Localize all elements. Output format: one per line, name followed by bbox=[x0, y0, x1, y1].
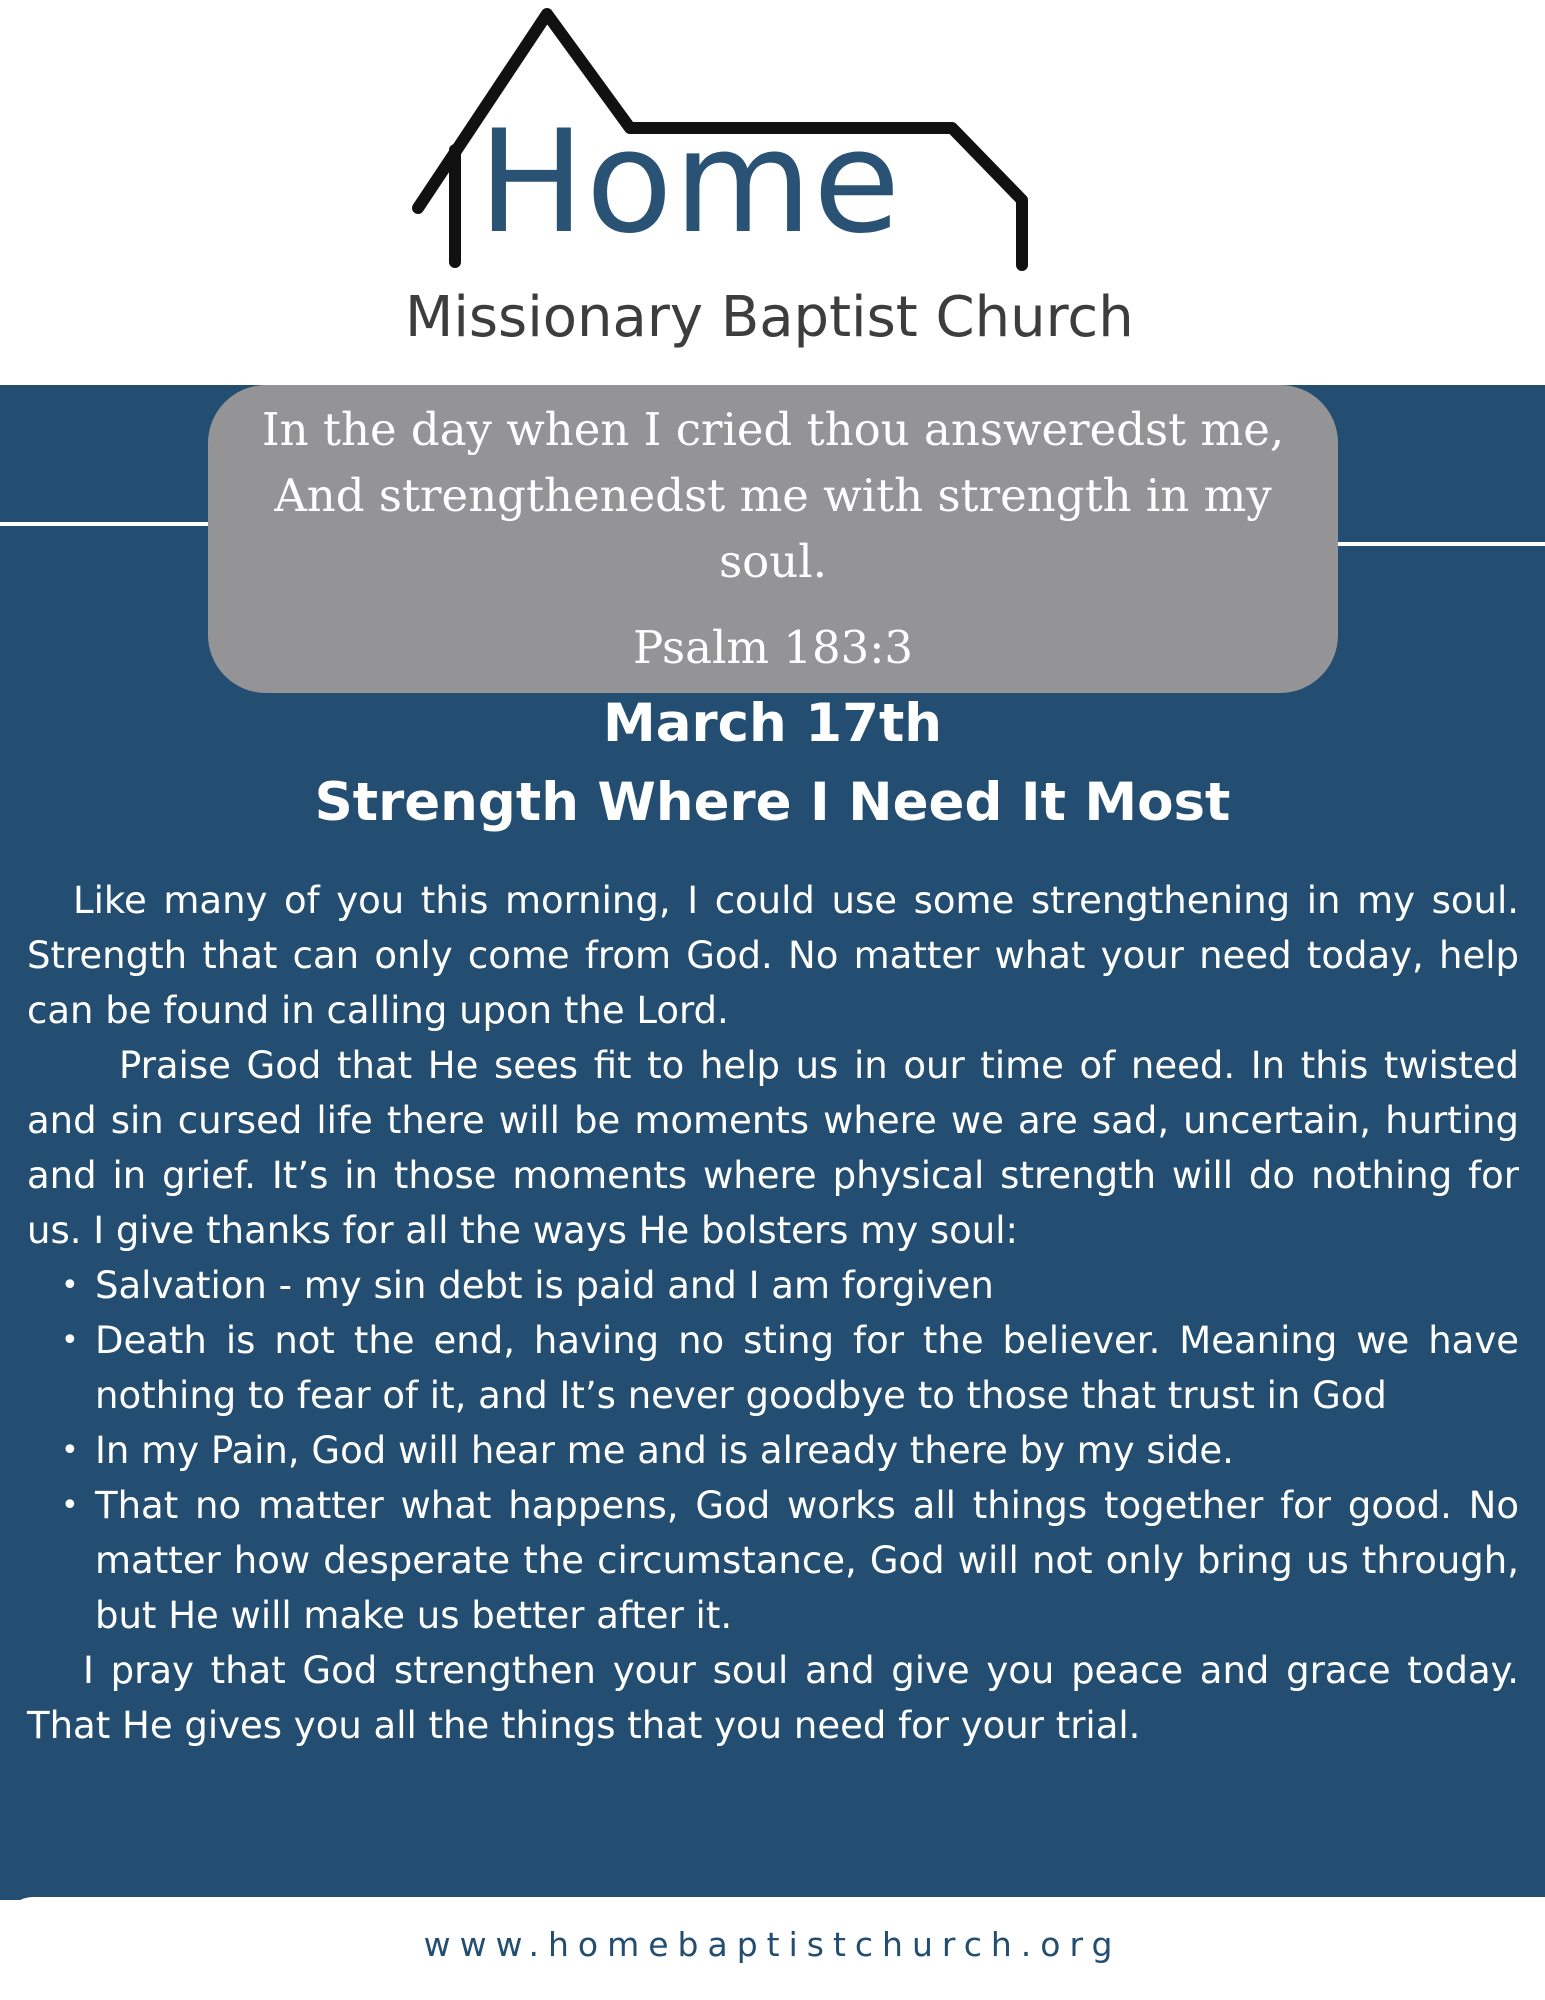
blessings-list bbox=[27, 1258, 1519, 1643]
verse-text: In the day when I cried thou answeredst me, And strengthenedst me with strength in my soul. bbox=[261, 403, 1285, 588]
verse-reference: Psalm 183:3 bbox=[632, 621, 914, 674]
list-item: • Death is not the end, having no sting for the believer. Meaning we have nothing to fear of it, and It’s never goodbye to those that trust in God bbox=[95, 1313, 1519, 1423]
list-item: • Salvation - my sin debt is paid and I am forgiven bbox=[95, 1258, 1519, 1313]
devotional-body bbox=[27, 873, 1519, 1753]
paragraph-3: I pray that God strengthen your soul and give you peace and grace today. That He gives you all the things that you need for your trial. bbox=[27, 1649, 1519, 1747]
paragraph-2: Praise God that He sees fit to help us in our time of need. In this twisted and sin cursed life there will be moments where we are sad, uncertain, hurting and in grief. It’s in those moments where physical strength will do nothing for us. I give thanks for all the ways He bolsters my soul: bbox=[27, 1044, 1519, 1252]
devotional-title: Strength Where I Need It Most bbox=[314, 772, 1231, 833]
divider-right bbox=[1320, 542, 1545, 546]
divider-left bbox=[0, 522, 230, 526]
paragraph-1: Like many of you this morning, I could use some strengthening in my soul. Strength that can only come from God. No matter what your need today, help can be found in calling upon the Lord. bbox=[27, 879, 1519, 1032]
devotional-date: March 17th bbox=[602, 693, 943, 754]
verse-box bbox=[208, 385, 1338, 693]
logo-wordmark: Home bbox=[478, 100, 902, 265]
list-item: • That no matter what happens, God works all things together for good. No matter how desperate the circumstance, God will not only bring us through, but He will make us better after it. bbox=[95, 1478, 1519, 1643]
header bbox=[0, 0, 1545, 385]
website-link[interactable]: www.homebaptistchurch.org bbox=[423, 1925, 1122, 1964]
list-item: • In my Pain, God will hear me and is already there by my side. bbox=[95, 1423, 1519, 1478]
logo-subtitle: Missionary Baptist Church bbox=[405, 285, 1134, 350]
